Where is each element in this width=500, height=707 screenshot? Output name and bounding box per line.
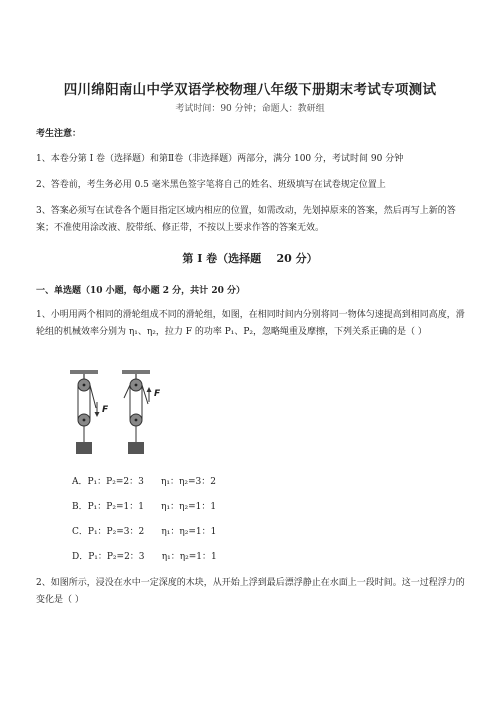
- option-d: D．P₁：P₂=2：3 η₁：η₂=1：1: [72, 552, 217, 562]
- pulley-figure: [64, 368, 174, 460]
- option-b: B．P₁：P₂=1：1 η₁：η₂=1：1: [72, 502, 217, 512]
- ceiling-right: [122, 370, 150, 374]
- notice-item: 1、本卷分第 I 卷（选择题）和第Ⅱ卷（非选择题）两部分，满分 100 分，考试时间 90 分钟: [36, 154, 404, 164]
- right-weight: [128, 442, 144, 454]
- option-a: A．P₁：P₂=2：3 η₁：η₂=3：2: [72, 477, 216, 487]
- notice-heading: 考生注意：: [36, 129, 82, 139]
- left-weight: [76, 442, 92, 454]
- part-heading: 一、单选题（10 小题，每小题 2 分，共计 20 分）: [36, 286, 245, 296]
- question-1-text: 1、小明用两个相同的滑轮组成不同的滑轮组，如图，在相同时间内分别将同一物体匀速提高到相同高度，滑轮组的机械效率分别为 η₁、η₂，拉力 F 的功率 P₁、P₂，忽略绳重及摩擦，下列关系正确的是（ ）: [36, 310, 465, 337]
- exam-title: 四川绵阳南山中学双语学校物理八年级下册期末考试专项测试: [63, 82, 437, 98]
- question-2-text: 2、如图所示，浸没在水中一定深度的木块，从开始上浮到最后漂浮静止在水面上一段时间。这一过程浮力的变化是（ ）: [36, 578, 465, 605]
- ceiling-left: [70, 370, 98, 374]
- notice-item: 2、答卷前，考生务必用 0.5 毫米黑色签字笔将自己的姓名、班级填写在试卷规定位置上: [36, 180, 386, 190]
- notice-item: 3、答案必须写在试卷各个题目指定区域内相应的位置，如需改动，先划掉原来的答案，然后再写上新的答案；不准使用涂改液、胶带纸、修正带，不按以上要求作答的答案无效。: [36, 206, 456, 233]
- section-title: 第 I 卷（选择题 20 分）: [182, 252, 318, 265]
- force-label: F: [154, 389, 161, 399]
- option-c: C．P₁：P₂=3：2 η₁：η₂=1：1: [72, 527, 217, 537]
- force-label: F: [102, 405, 109, 415]
- exam-meta: 考试时间：90 分钟；命题人：教研组: [175, 104, 325, 114]
